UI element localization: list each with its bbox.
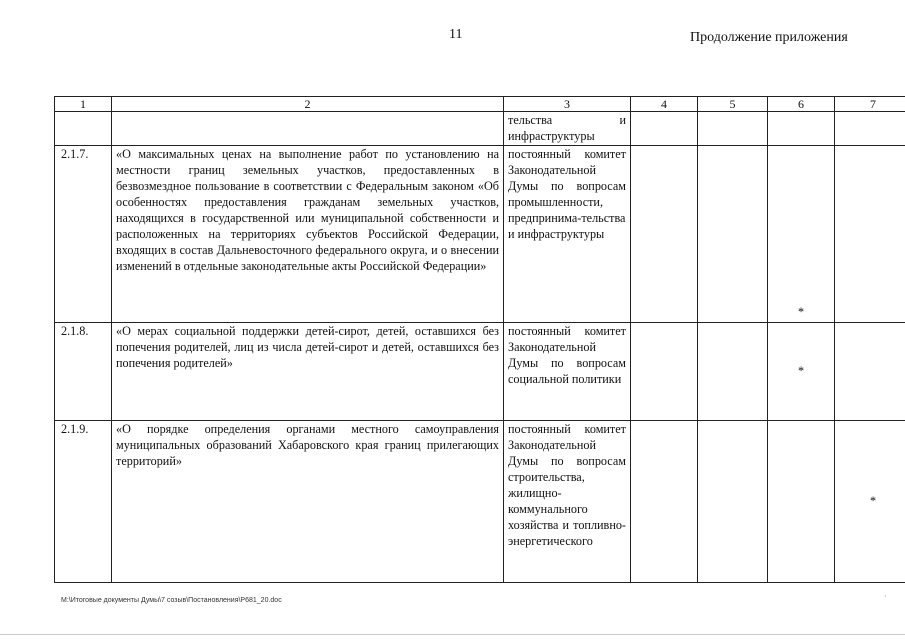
row-mark-col5 <box>698 146 768 323</box>
column-header: 2 <box>112 97 504 112</box>
column-header: 3 <box>504 97 631 112</box>
column-header: 5 <box>698 97 768 112</box>
row-number: 2.1.9. <box>55 421 112 583</box>
row-mark-col4 <box>631 323 698 421</box>
row-mark-col6: * <box>768 323 835 421</box>
table-row <box>55 323 905 421</box>
row-description: «О порядке определения органами местного самоуправления муниципальных образований Хабаровского края границ прилегающих территорий» <box>112 421 504 583</box>
row-mark-col6 <box>768 112 835 146</box>
row-description: «О мерах социальной поддержки детей-сирот, детей, оставшихся без попечения родителей, лиц из числа детей-сирот и детей, оставшихся без попечения родителей» <box>112 323 504 421</box>
scan-speck: · <box>884 592 887 601</box>
row-number: 2.1.8. <box>55 323 112 421</box>
row-mark-col4 <box>631 146 698 323</box>
row-committee: постоянный комитет Законодательной Думы по вопросам социальной политики <box>504 323 631 421</box>
row-mark-col6 <box>768 421 835 583</box>
row-mark-col6: * <box>768 146 835 323</box>
row-description: «О максимальных ценах на выполнение работ по установлению на местности границ земельных участков, предоставленных в безвозмездное пользование в соответствии с Федеральным законом «Об особенностях предоставления гражданам земельных участков, находящихся в государственной или муниципальной собственности и расположенных на территориях субъектов Российской Федерации, входящих в состав Дальневосточного федерального округа, и о внесении изменений в отдельные законодательные акты Российской Федерации» <box>112 146 504 323</box>
row-mark-col4 <box>631 112 698 146</box>
row-number <box>55 112 112 146</box>
column-header: 4 <box>631 97 698 112</box>
column-header: 1 <box>55 97 112 112</box>
row-mark-col4 <box>631 421 698 583</box>
table-row <box>55 112 905 146</box>
row-mark-col7 <box>835 112 905 146</box>
table-row <box>55 421 905 583</box>
row-committee: тельства и инфраструктуры <box>504 112 631 146</box>
row-mark-col7 <box>835 323 905 421</box>
row-number: 2.1.7. <box>55 146 112 323</box>
row-mark-col5 <box>698 421 768 583</box>
file-path-footer: M:\Итоговые документы Думы\7 созыв\Постановления\Р681_20.doc <box>61 597 282 604</box>
row-committee: постоянный комитет Законодательной Думы по вопросам промышленности, предпринима-тельства и инфраструктуры <box>504 146 631 323</box>
row-mark-col7: * <box>835 421 905 583</box>
table-header-row <box>55 97 905 112</box>
row-mark-col5 <box>698 323 768 421</box>
row-description <box>112 112 504 146</box>
row-mark-col7 <box>835 146 905 323</box>
table-row <box>55 146 905 323</box>
appendix-table <box>54 96 905 583</box>
column-header: 6 <box>768 97 835 112</box>
row-mark-col5 <box>698 112 768 146</box>
continuation-label: Продолжение приложения <box>690 30 848 45</box>
page-edge <box>0 634 905 635</box>
page-number: 11 <box>449 27 463 42</box>
column-header: 7 <box>835 97 905 112</box>
row-committee: постоянный комитет Законодательной Думы по вопросам строительства, жилищно-коммунального хозяйства и топливно-энергетического <box>504 421 631 583</box>
